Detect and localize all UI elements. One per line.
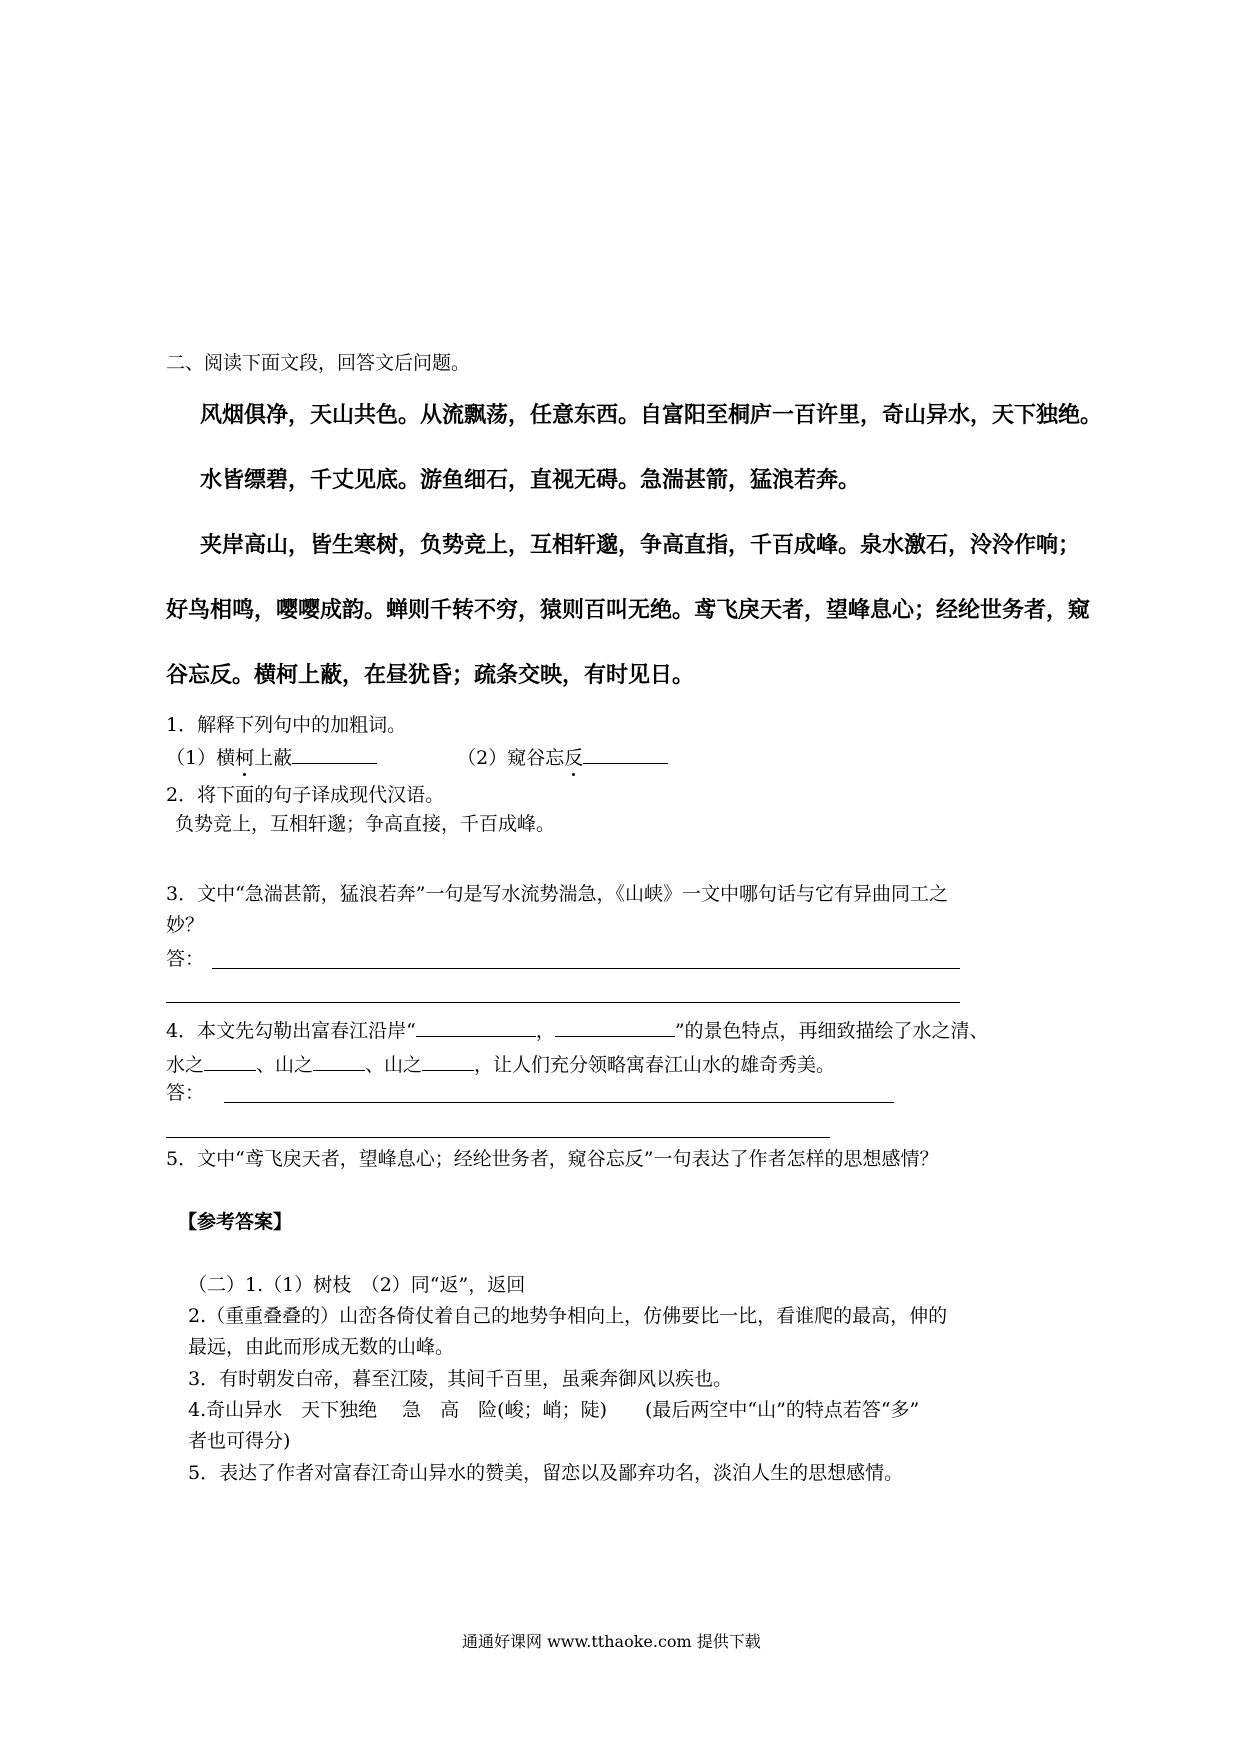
q4-line-2-part-c: 、山之 [365,1054,423,1076]
question-4-line-1 [166,1018,989,1041]
footer-text: 通通好课网 www.tthaoke.com 提供下载 [462,1632,761,1651]
question-3-line-2: 妙？ [166,914,205,936]
question-4-answer-line-2[interactable] [166,1137,830,1138]
q4-line-2-part-a: 水之 [166,1054,205,1076]
q4-blank-2[interactable] [555,1018,675,1037]
question-3-answer-line-2[interactable] [166,1002,960,1003]
question-3-answer-label: 答： [166,948,205,970]
answer-4-line-1: 4.奇山异水 天下独绝 急 高 险(峻；峭；陡) (最后两空中“山”的特点若答“多” [188,1399,920,1421]
question-2-sentence: 负势竞上，互相轩邈；争高直接，千百成峰。 [175,813,556,835]
answer-3: 3．有时朝发白帝，暮至江陵，其间千百里，虽乘奔御风以疾也。 [188,1368,733,1390]
q1-item-2-blank[interactable] [583,745,668,764]
question-4-answer-label: 答： [166,1082,205,1104]
answer-1: （二）1.（1）树枝 （2）同“返”，返回 [188,1274,526,1296]
q1-item-2-pre: （2）窥谷忘 [457,747,565,769]
q1-item-1-emphasis: 柯 [235,747,255,769]
answer-5: 5．表达了作者对富春江奇山异水的赞美，留恋以及鄙弃功名，淡泊人生的思想感情。 [188,1462,904,1484]
q4-blank-1[interactable] [416,1018,536,1037]
q4-blank-5[interactable] [422,1052,474,1071]
section-title: 二、阅读下面文段，回答文后问题。 [166,352,471,374]
q1-item-1-blank[interactable] [292,745,377,764]
q4-blank-3[interactable] [204,1052,256,1071]
question-5: 5．文中“鸢飞戾天者，望峰息心；经纶世务者，窥谷忘反”一句表达了作者怎样的思想感情？ [166,1148,939,1170]
question-3-line-1: 3．文中“急湍甚箭，猛浪若奔”一句是写水流势湍急，《山峡》一文中哪句话与它有异曲同工之 [166,883,949,905]
question-1: 1．解释下列句中的加粗词。 [166,714,407,736]
passage-paragraph-2: 水皆缥碧，千丈见底。游鱼细石，直视无碍。急湍甚箭，猛浪若奔。 [200,468,861,493]
answer-2-line-2: 最远，由此而形成无数的山峰。 [188,1336,455,1358]
question-4-answer-line-1[interactable] [224,1102,894,1103]
q4-line-2-part-b: 、山之 [256,1054,314,1076]
question-4-line-2 [166,1052,835,1075]
passage-paragraph-3-line-3: 谷忘反。横柯上蔽，在昼犹昏；疏条交映，有时见日。 [166,663,695,688]
q1-item-1-post: 上蔽 [254,747,293,769]
q4-line-1-part-c: ”的景色特点，再细致描绘了水之清、 [674,1020,989,1042]
question-1-items [166,745,668,768]
passage-paragraph-3-line-2: 好鸟相鸣，嘤嘤成韵。蝉则千转不穷，猿则百叫无绝。鸢飞戾天者，望峰息心；经纶世务者，窥 [166,598,1091,623]
q4-line-1-part-b: ， [535,1020,555,1042]
q4-line-1-part-a: 4．本文先勾勒出富春江沿岸“ [166,1020,416,1042]
answers-heading: 【参考答案】 [178,1211,293,1233]
answer-2-line-1: 2.（重重叠叠的）山峦各倚仗着自己的地势争相向上，仿佛要比一比，看谁爬的最高，伸的 [188,1305,948,1327]
q1-item-1-pre: （1）横 [166,747,236,769]
question-3-answer-line-1[interactable] [212,968,960,969]
q4-line-2-part-d: ，让人们充分领略寓春江山水的雄奇秀美。 [474,1054,836,1076]
answer-4-line-2: 者也可得分) [188,1430,291,1452]
q1-item-2-emphasis: 反 [564,747,584,769]
question-2: 2．将下面的句子译成现代汉语。 [166,784,445,806]
q4-blank-4[interactable] [313,1052,365,1071]
passage-paragraph-1: 风烟俱净，天山共色。从流飘荡，任意东西。自富阳至桐庐一百许里，奇山异水，天下独绝。 [200,403,1103,428]
passage-paragraph-3-line-1: 夹岸高山，皆生寒树，负势竞上，互相轩邈，争高直指，千百成峰。泉水激石，泠泠作响； [200,533,1081,558]
